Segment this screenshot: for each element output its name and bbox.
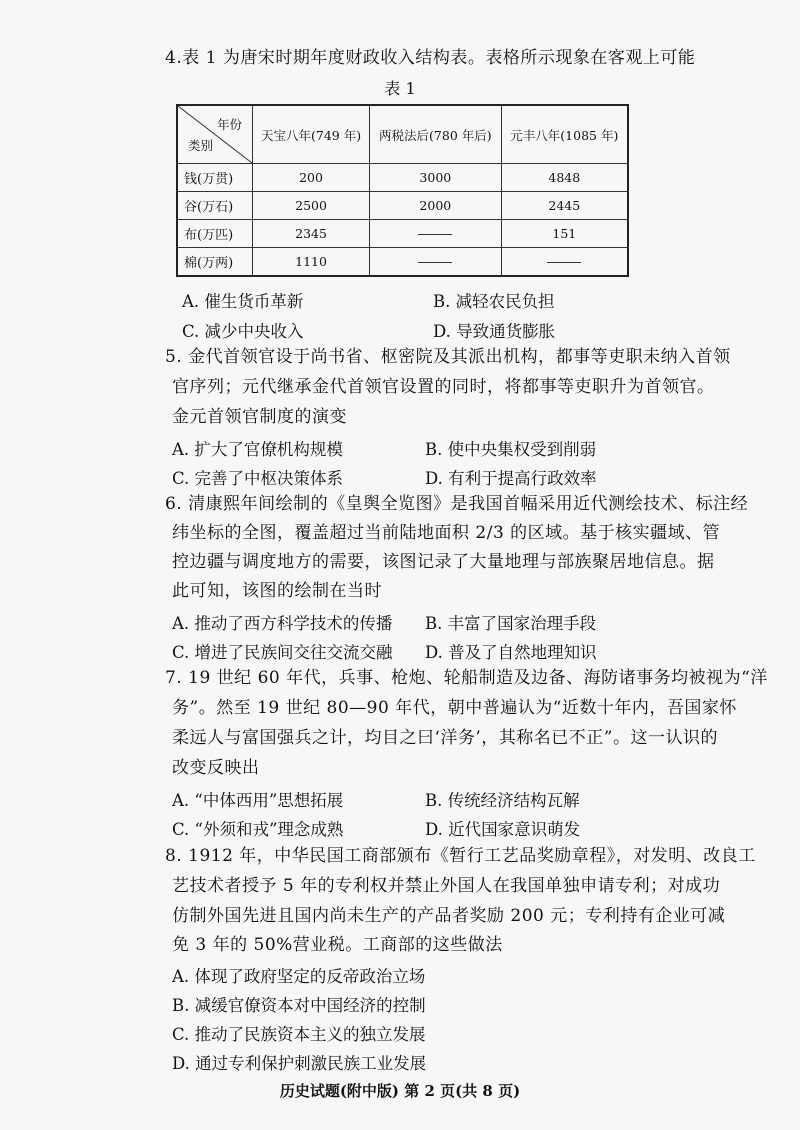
q7-option-b[interactable]: B. 传统经济结构瓦解 [425,791,580,810]
row-label: 布(万匹) [177,220,253,248]
q8-option-a[interactable]: A. 体现了政府坚定的反帝政治立场 [172,967,426,986]
q6-option-c[interactable]: C. 增进了民族间交往交流交融 [172,643,393,662]
q8-stem-line: 仿制外国先进且国内尚未生产的产品者奖励 200 元；专利持有企业可减 [172,906,726,926]
table-row [177,220,628,248]
column-header: 天宝八年(749 年) [253,105,370,164]
table-cell-empty [370,220,502,248]
q8-option-b[interactable]: B. 减缓官僚资本对中国经济的控制 [172,996,426,1015]
dash-mark [418,234,452,235]
q7-option-c[interactable]: C. “外须和戎”理念成熟 [172,820,344,839]
q7-option-a[interactable]: A. “中体西用”思想拓展 [172,791,344,810]
q4-option-a[interactable]: A. 催生货币革新 [182,292,304,311]
q8-option-c[interactable]: C. 推动了民族资本主义的独立发展 [172,1025,426,1044]
table-cell: 2000 [370,192,502,220]
q7-stem-line: 7. 19 世纪 60 年代，兵事、枪炮、轮船制造及边备、海防诸事务均被视为“洋 [165,668,768,688]
q6-stem-line: 此可知，该图的绘制在当时 [172,581,382,601]
q5-option-a[interactable]: A. 扩大了官僚机构规模 [172,440,343,459]
table-cell: 2345 [253,220,370,248]
q5-stem-line: 5. 金代首领官设于尚书省、枢密院及其派出机构，都事等吏职未纳入首领 [165,347,731,367]
row-label: 棉(万两) [177,248,253,277]
row-label: 谷(万石) [177,192,253,220]
q4-stem: 4.表 1 为唐宋时期年度财政收入结构表。表格所示现象在客观上可能 [165,48,696,68]
row-label: 钱(万贯) [177,164,253,192]
table-cell: 151 [501,220,628,248]
q6-option-a[interactable]: A. 推动了西方科学技术的传播 [172,614,393,633]
q5-stem-line: 金元首领官制度的演变 [172,407,347,427]
q8-stem-line: 8. 1912 年，中华民国工商部颁布《暂行工艺品奖励章程》，对发明、改良工 [165,846,756,866]
q7-stem-line: 改变反映出 [172,758,260,778]
table-row [177,248,628,277]
q5-option-b[interactable]: B. 使中央集权受到削弱 [425,440,597,459]
q8-stem-line: 艺技术者授予 5 年的专利权并禁止外国人在我国单独申请专利；对成功 [172,876,721,896]
q5-stem-line: 官序列；元代继承金代首领官设置的同时，将都事等吏职升为首领官。 [172,377,715,397]
q4-option-d[interactable]: D. 导致通货膨胀 [433,322,556,341]
q7-stem-line: 务”。然至 19 世纪 80—90 年代，朝中普遍认为“近数十年内，吾国家怀 [172,698,737,718]
table-cell: 1110 [253,248,370,277]
table-caption: 表 1 [384,79,416,98]
table-row [177,192,628,220]
q6-stem-line: 6. 清康熙年间绘制的《皇舆全览图》是我国首幅采用近代测绘技术、标注经 [165,494,749,514]
page-footer: 历史试题(附中版) 第 2 页(共 8 页) [279,1082,521,1100]
q7-option-d[interactable]: D. 近代国家意识萌发 [425,820,581,839]
table-header-row [177,105,628,164]
table-cell-empty [370,248,502,277]
dash-mark [547,262,581,263]
q6-stem-line: 纬坐标的全图，覆盖超过当前陆地面积 2/3 的区域。基于核实疆域、管 [172,523,721,543]
table-cell: 4848 [501,164,628,192]
q4-option-c[interactable]: C. 减少中央收入 [182,322,304,341]
table-cell: 200 [253,164,370,192]
dash-mark [418,262,452,263]
corner-bottom-label: 类别 [188,138,214,153]
q8-stem-line: 免 3 年的 50%营业税。工商部的这些做法 [172,935,503,955]
table-cell: 2445 [501,192,628,220]
q6-stem-line: 控边疆与调度地方的需要，该图记录了大量地理与部族聚居地信息。据 [172,552,715,572]
q8-option-d[interactable]: D. 通过专利保护刺激民族工业发展 [172,1054,427,1073]
q5-option-c[interactable]: C. 完善了中枢决策体系 [172,469,344,488]
table-cell: 3000 [370,164,502,192]
q4-option-b[interactable]: B. 减轻农民负担 [433,292,555,311]
q7-stem-line: 柔远人与富国强兵之计，均目之曰‘洋务’，其称名已不正”。这一认识的 [172,728,718,748]
column-header: 两税法后(780 年后) [370,105,502,164]
corner-top-label: 年份 [216,117,242,132]
table-cell-empty [501,248,628,277]
table-cell: 2500 [253,192,370,220]
q6-option-d[interactable]: D. 普及了自然地理知识 [425,643,597,662]
table-corner-cell [177,105,253,164]
q5-option-d[interactable]: D. 有利于提高行政效率 [425,469,597,488]
table-row [177,164,628,192]
column-header: 元丰八年(1085 年) [501,105,628,164]
q6-option-b[interactable]: B. 丰富了国家治理手段 [425,614,597,633]
fiscal-revenue-table [176,104,629,277]
